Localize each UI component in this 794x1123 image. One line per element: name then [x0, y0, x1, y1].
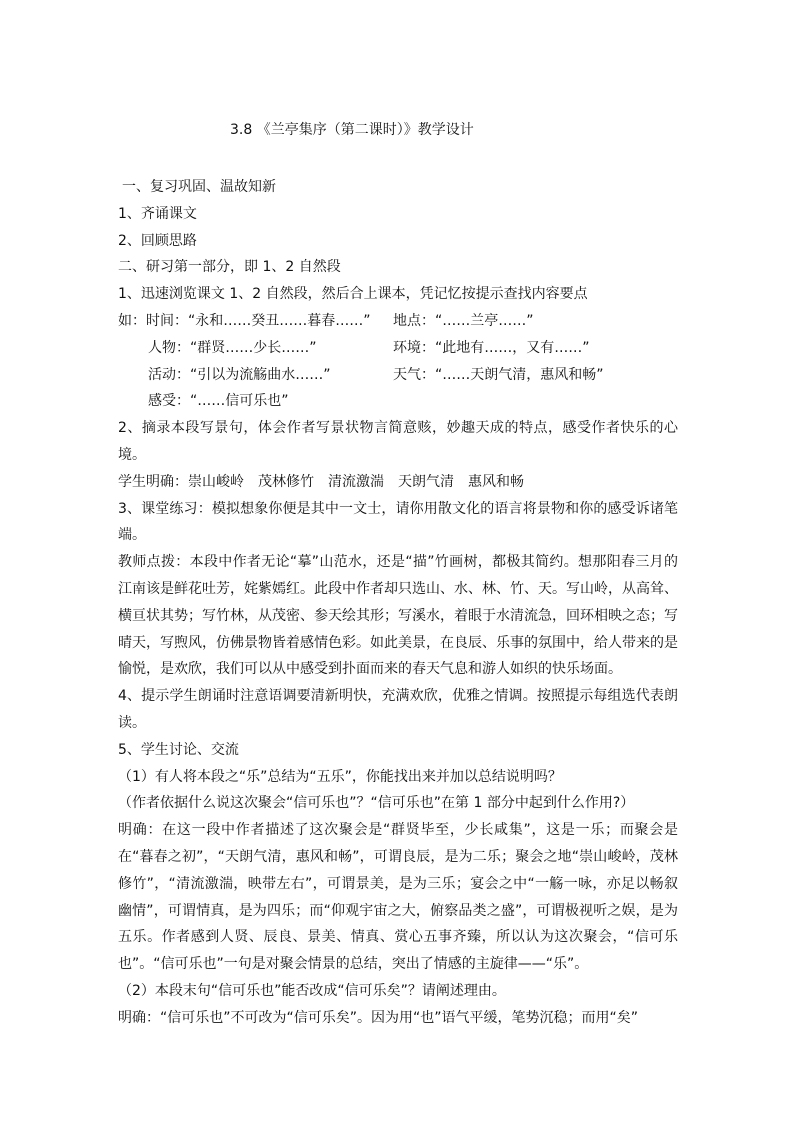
prompt-place: 地点：“……兰亭……” [393, 312, 534, 329]
prompt-row [118, 362, 678, 389]
section-heading-1: 一、复习巩固、温故知新 [122, 179, 276, 195]
list-item: 5、学生讨论、交流 [118, 741, 239, 758]
list-item: 2、回顾思路 [118, 232, 197, 249]
list-item: 3、课堂练习：模拟想象你便是其中一文士，请你用散文化的语言将景物和你的感受诉诸笔端。 [118, 500, 678, 544]
student-answer: 学生明确：崇山峻岭 茂林修竹 清流激湍 天朗气清 惠风和畅 [118, 473, 524, 490]
list-item: 1、迅速浏览课文 1、2 自然段，然后合上课本，凭记忆按提示查找内容要点 [118, 286, 588, 303]
answer-2: 明确：“信可乐也”不可改为“信可乐矣”。因为用“也”语气平缓，笔势沉稳；而用“矣” [118, 1009, 639, 1026]
prompt-weather: 天气：“……天朗气清，惠风和畅” [393, 366, 604, 383]
section-heading-2: 二、研习第一部分，即 1、2 自然段 [118, 259, 341, 276]
prompt-row [118, 335, 678, 362]
answer-1: 明确：在这一段中作者描述了这次聚会是“群贤毕至，少长咸集”，这是一乐；而聚会是在“暮春之初”，“天朗气清，惠风和畅”，可谓良辰，是为二乐；聚会之地“崇山峻岭，茂林修竹”，“清流激湍，映带左右”，可谓景美，是为三乐；宴会之中“一觞一咏，亦足以畅叙幽情”，可谓情真，是为四乐；而“仰观宇宙之大，俯察品类之盛”，可谓极视听之娱，是为五乐。作者感到人贤、辰良、景美、情真、赏心五事齐臻，所以认为这次聚会，“信可乐也”。“信可乐也”一句是对聚会情景的总结，突出了情感的主旋律——“乐”。 [118, 822, 678, 973]
prompt-row [118, 388, 678, 415]
document-body [118, 174, 678, 1032]
list-item: 1、齐诵课文 [118, 205, 197, 222]
teacher-note: 教师点拨：本段中作者无论“摹”山范水，还是“描”竹画树，都极其简约。想那阳春三月的江南该是鲜花吐芳，姹紫嫣红。此段中作者却只选山、水、林、竹、天。写山岭，从高耸、横亘状其势；写竹林，从茂密、参天绘其形；写溪水，着眼于水清流急，回环相映之态；写晴天，写煦风，仿佛景物皆着感情色彩。如此美景，在良辰、乐事的氛围中，给人带来的是愉悦，是欢欣，我们可以从中感受到扑面而来的春天气息和游人如织的快乐场面。 [118, 554, 678, 678]
prompt-time: 如：时间：“永和……癸丑……暮春……” [118, 312, 371, 329]
prompt-feeling: 感受：“……信可乐也” [148, 393, 289, 410]
prompt-environment: 环境：“此地有……，又有……” [393, 339, 590, 356]
question-2: （2）本段末句“信可乐也”能否改成“信可乐矣”？请阐述理由。 [118, 982, 506, 999]
prompt-people: 人物：“群贤……少长……” [148, 339, 317, 356]
prompt-row [118, 308, 678, 335]
prompt-activity: 活动：“引以为流觞曲水……” [148, 366, 331, 383]
document-title: 3.8 《兰亭集序（第二课时）》教学设计 [230, 122, 474, 138]
list-item: 2、摘录本段写景句，体会作者写景状物言简意赅，妙趣天成的特点，感受作者快乐的心境。 [118, 420, 678, 463]
question-1: （1）有人将本段之“乐”总结为“五乐”，你能找出来并加以总结说明吗？ [118, 768, 562, 785]
list-item: 4、提示学生朗诵时注意语调要清新明快，充满欢欣，优雅之情调。按照提示每组选代表朗读。 [118, 688, 678, 731]
question-1-sub: （作者依据什么说这次聚会“信可乐也”？“信可乐也”在第 1 部分中起到什么作用?） [118, 795, 635, 812]
